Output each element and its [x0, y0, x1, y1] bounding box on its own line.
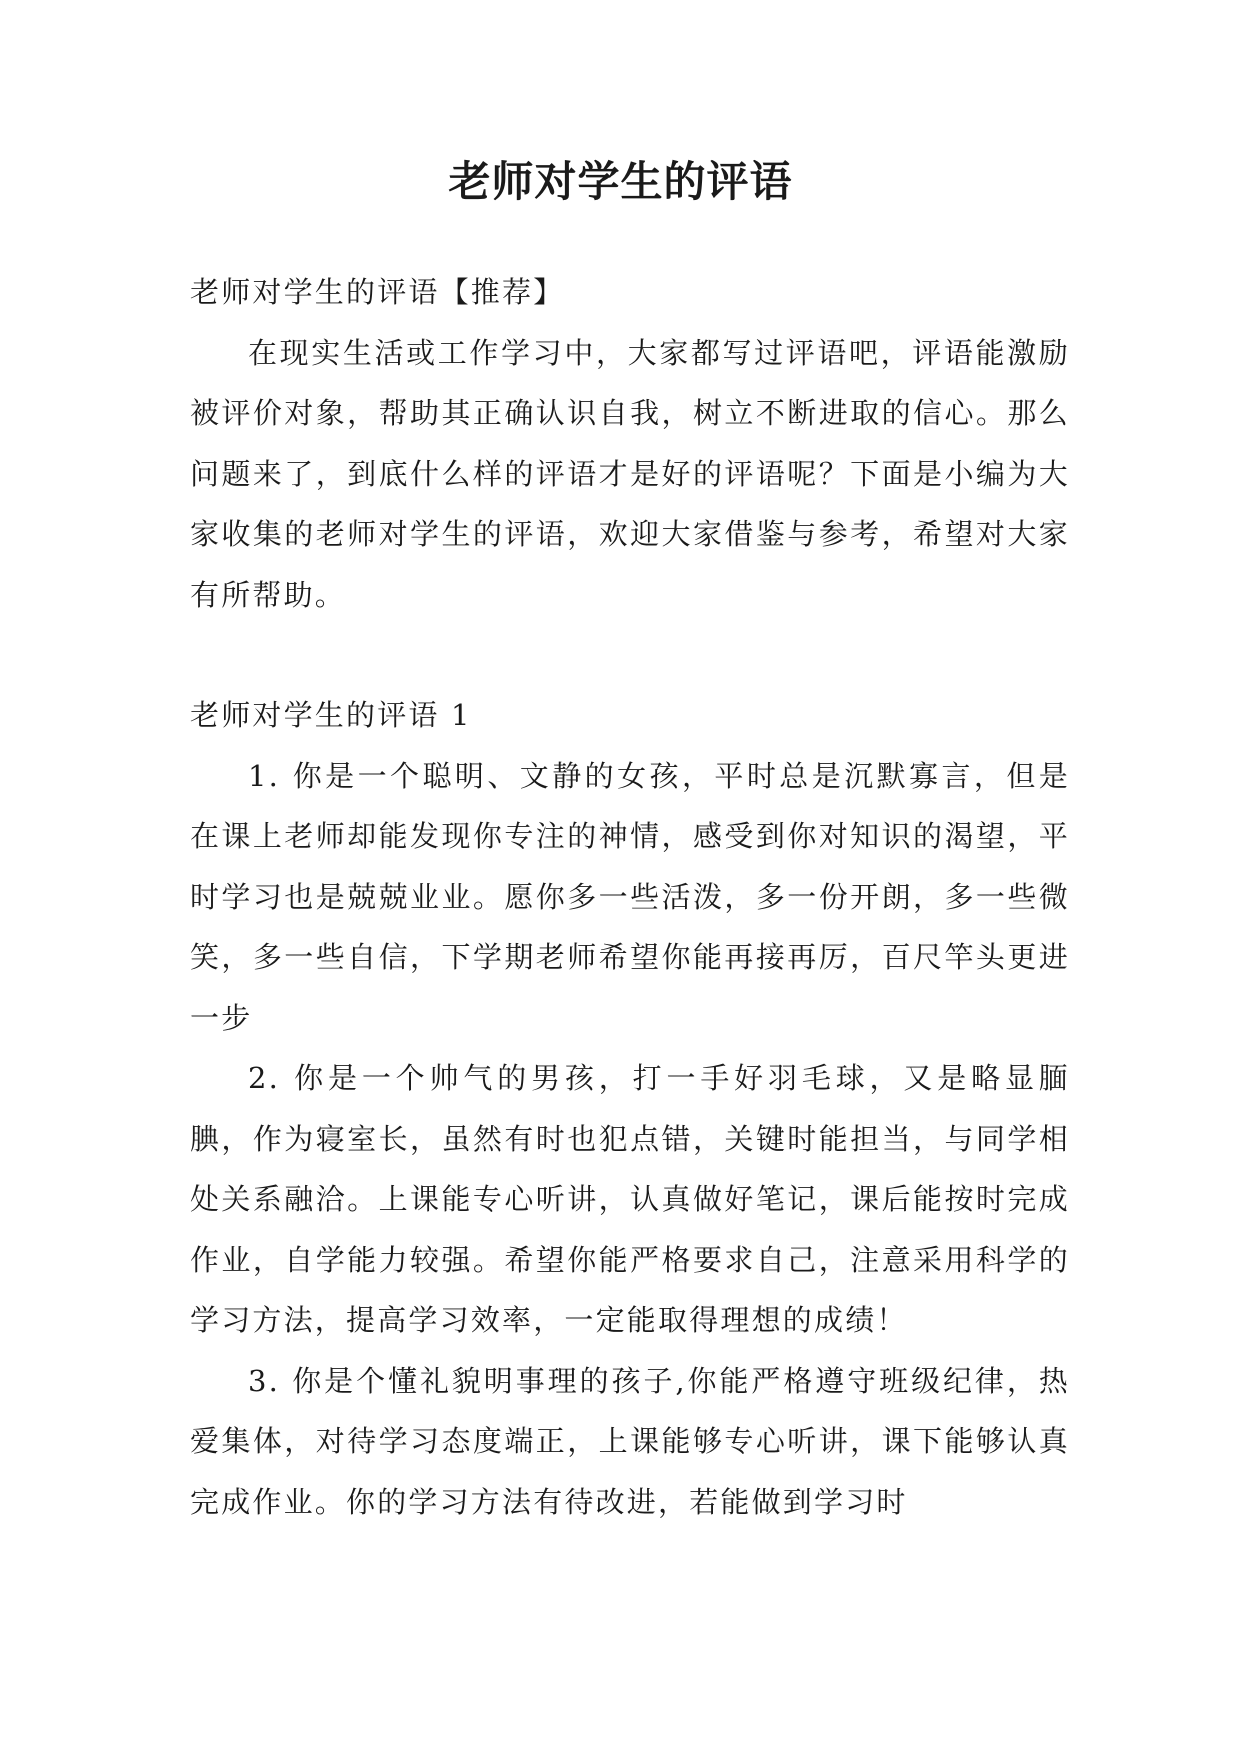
comment-item-1: 1. 你是一个聪明、文静的女孩，平时总是沉默寡言，但是在课上老师却能发现你专注的神情，感受到你对知识的渴望，平时学习也是兢兢业业。愿你多一些活泼，多一份开朗，多一些微笑，多一些自信，下学期老师希望你能再接再厉，百尺竿头更进一步 — [190, 758, 1070, 1035]
section-spacer — [190, 625, 1070, 685]
comment-item-3: 3. 你是个懂礼貌明事理的孩子,你能严格遵守班级纪律，热爱集体，对待学习态度端正，上课能够专心听讲，课下能够认真完成作业。你的学习方法有待改进，若能做到学习时 — [190, 1363, 1070, 1519]
document-subtitle: 老师对学生的评语【推荐】 — [190, 275, 565, 309]
intro-paragraph: 在现实生活或工作学习中，大家都写过评语吧，评语能激励被评价对象，帮助其正确认识自我，树立不断进取的信心。那么问题来了，到底什么样的评语才是好的评语呢？下面是小编为大家收集的老师对学生的评语，欢迎大家借鉴与参考，希望对大家有所帮助。 — [190, 335, 1070, 612]
comment-item-2: 2. 你是一个帅气的男孩，打一手好羽毛球，又是略显腼腆，作为寝室长，虽然有时也犯点错，关键时能担当，与同学相处关系融洽。上课能专心听讲，认真做好笔记，课后能按时完成作业，自学能力较强。希望你能严格要求自己，注意采用科学的学习方法，提高学习效率，一定能取得理想的成绩！ — [190, 1061, 1070, 1337]
document-title: 老师对学生的评语 — [448, 157, 793, 206]
document-body — [190, 262, 1070, 1532]
section-heading: 老师对学生的评语 1 — [190, 698, 472, 732]
